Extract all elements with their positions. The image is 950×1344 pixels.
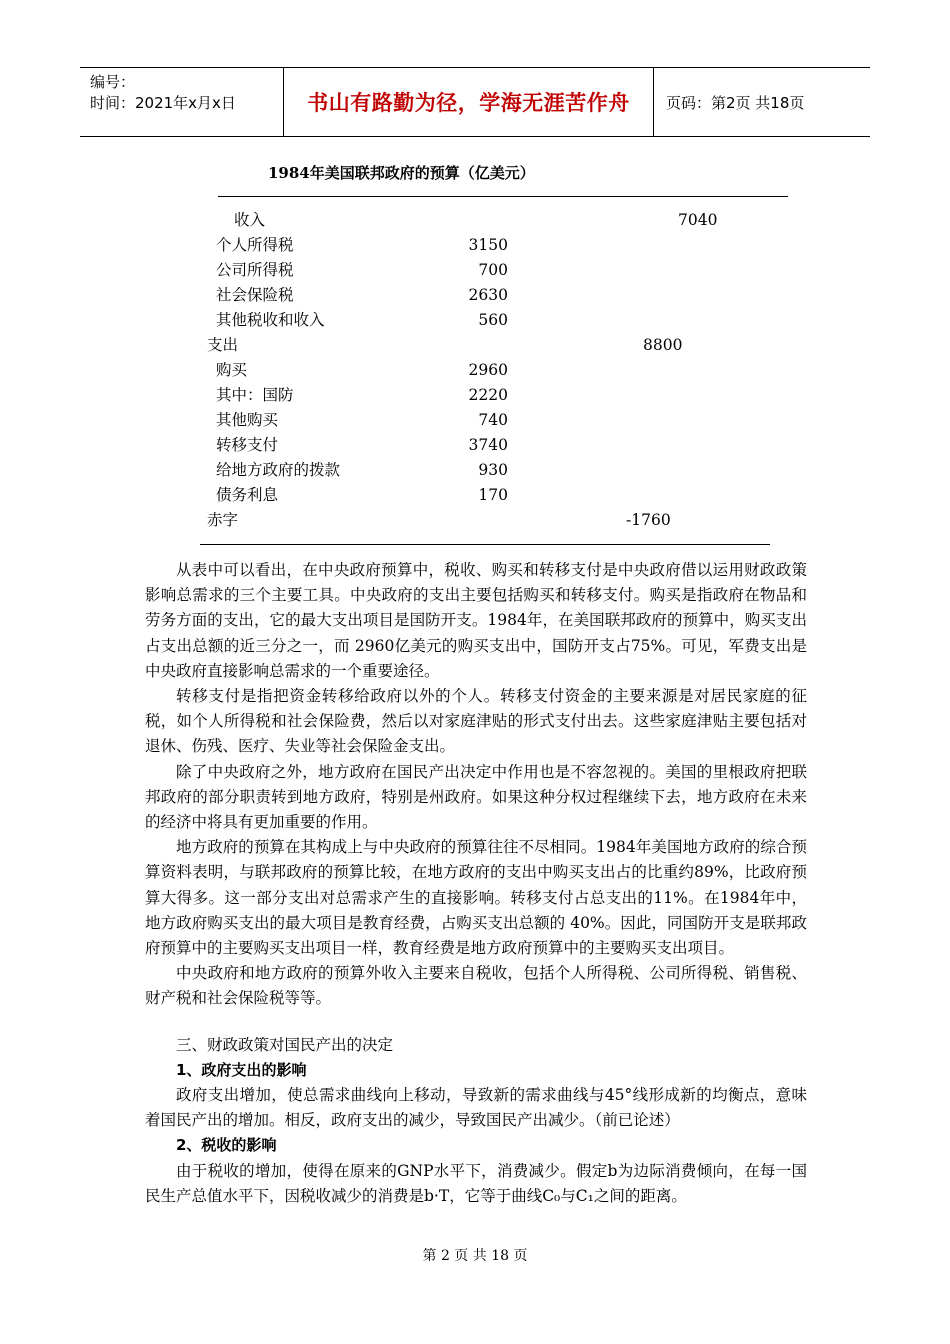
row-label: 赤字 — [207, 511, 239, 529]
body-text — [145, 558, 807, 1209]
table-row — [0, 308, 950, 333]
doc-date-label: 时间：2021年x月x日 — [90, 94, 236, 112]
row-subtotal: 2960 — [468, 361, 508, 379]
table-bottom-rule — [200, 544, 770, 545]
table-row — [0, 483, 950, 508]
paragraph: 除了中央政府之外，地方政府在国民产出决定中作用也是不容忽视的。美国的里根政府把联邦政府的部分职责转到地方政府，特别是州政府。如果这种分权过程继续下去，地方政府在未来的经济中将具有更加重要的作用。 — [145, 762, 807, 832]
row-label: 其他税收和收入 — [216, 311, 325, 329]
table-row — [0, 458, 950, 483]
row-label: 支出 — [207, 336, 239, 354]
header-motto: 书山有路勤为径，学海无涯苦作舟 — [283, 68, 654, 136]
row-label: 其他购买 — [216, 411, 279, 429]
row-label: 债务利息 — [216, 486, 279, 504]
paragraph: 中央政府和地方政府的预算外收入主要来自税收，包括个人所得税、公司所得税、销售税、财产税和社会保险税等等。 — [145, 964, 807, 1008]
table-row — [0, 333, 950, 358]
paragraph: 由于税收的增加，使得在原来的GNP水平下，消费减少。假定b为边际消费倾向，在每一国民生产总值水平下，因税收减少的消费是b·T，它等于曲线C₀与C₁之间的距离。 — [145, 1161, 807, 1205]
table-row — [0, 208, 950, 233]
table-title: 1984年美国联邦政府的预算（亿美元） — [268, 164, 535, 182]
row-label: 个人所得税 — [216, 236, 294, 254]
row-total: -1760 — [626, 511, 671, 529]
section-heading: 三、财政政策对国民产出的决定 — [176, 1035, 394, 1054]
header-page-info: 页码：第2页 共18页 — [666, 93, 805, 112]
table-row — [0, 383, 950, 408]
table-row — [0, 358, 950, 383]
paragraph: 从表中可以看出，在中央政府预算中，税收、购买和转移支付是中央政府借以运用财政政策影响总需求的三个主要工具。中央政府的支出主要包括购买和转移支付。购买是指政府在物品和劳务方面的支出，它的最大支出项目是国防开支。1984年，在美国联邦政府的预算中，购买支出占支出总额的近三分之一，而 2960亿美元的购买支出中，国防开支占75%。可见，军费支出是中央政府直接影响总需求的一个重要途径。 — [145, 561, 807, 680]
paragraph: 政府支出增加，使总需求曲线向上移动，导致新的需求曲线与45°线形成新的均衡点，意味着国民产出的增加。相反，政府支出的减少，导致国民产出减少。（前已论述） — [145, 1086, 807, 1130]
row-subtotal: 2630 — [468, 286, 508, 304]
paragraph: 地方政府的预算在其构成上与中央政府的预算往往不尽相同。1984年美国地方政府的综合预算资料表明，与联邦政府的预算比较，在地方政府的支出中购买支出占的比重约89%，比政府预算大得多。这一部分支出对总需求产生的直接影响。转移支付占总支出的11%。在1984年中，地方政府购买支出的最大项目是教育经费，占购买支出总额的 40%。因此，同国防开支是联邦政府预算中的主要购买支出项目一样，教育经费是地方政府预算中的主要购买支出项目。 — [145, 838, 807, 958]
header-meta — [80, 68, 283, 136]
row-label: 转移支付 — [216, 436, 279, 454]
row-subtotal: 740 — [478, 411, 508, 429]
row-total: 8800 — [643, 336, 683, 354]
row-label: 公司所得税 — [216, 261, 294, 279]
row-label: 社会保险税 — [216, 286, 294, 304]
row-subtotal: 2220 — [468, 386, 508, 404]
table-row — [0, 408, 950, 433]
table-row — [0, 233, 950, 258]
page-header — [80, 67, 870, 137]
table-row — [0, 283, 950, 308]
row-subtotal: 170 — [478, 486, 508, 504]
subsection-heading: 1、政府支出的影响 — [176, 1060, 307, 1079]
page-footer: 第 2 页 共 18 页 — [422, 1248, 528, 1264]
budget-table — [0, 208, 950, 533]
row-subtotal: 3740 — [468, 436, 508, 454]
row-subtotal: 930 — [478, 461, 508, 479]
table-top-rule — [218, 196, 788, 197]
row-subtotal: 3150 — [468, 236, 508, 254]
subsection-heading: 2、税收的影响 — [176, 1136, 277, 1155]
table-row — [0, 433, 950, 458]
row-label: 给地方政府的拨款 — [216, 461, 341, 479]
paragraph: 转移支付是指把资金转移给政府以外的个人。转移支付资金的主要来源是对居民家庭的征税，如个人所得税和社会保险费，然后以对家庭津贴的形式支付出去。这些家庭津贴主要包括对退休、伤残、医疗、失业等社会保险金支出。 — [145, 687, 807, 756]
table-row — [0, 508, 950, 533]
table-row — [0, 258, 950, 283]
row-label: 收入 — [234, 211, 266, 229]
row-subtotal: 560 — [478, 311, 508, 329]
doc-number-label: 编号： — [90, 73, 136, 91]
row-label: 其中：国防 — [216, 386, 294, 404]
row-label: 购买 — [216, 361, 248, 379]
row-subtotal: 700 — [478, 261, 508, 279]
row-total: 7040 — [678, 211, 718, 229]
